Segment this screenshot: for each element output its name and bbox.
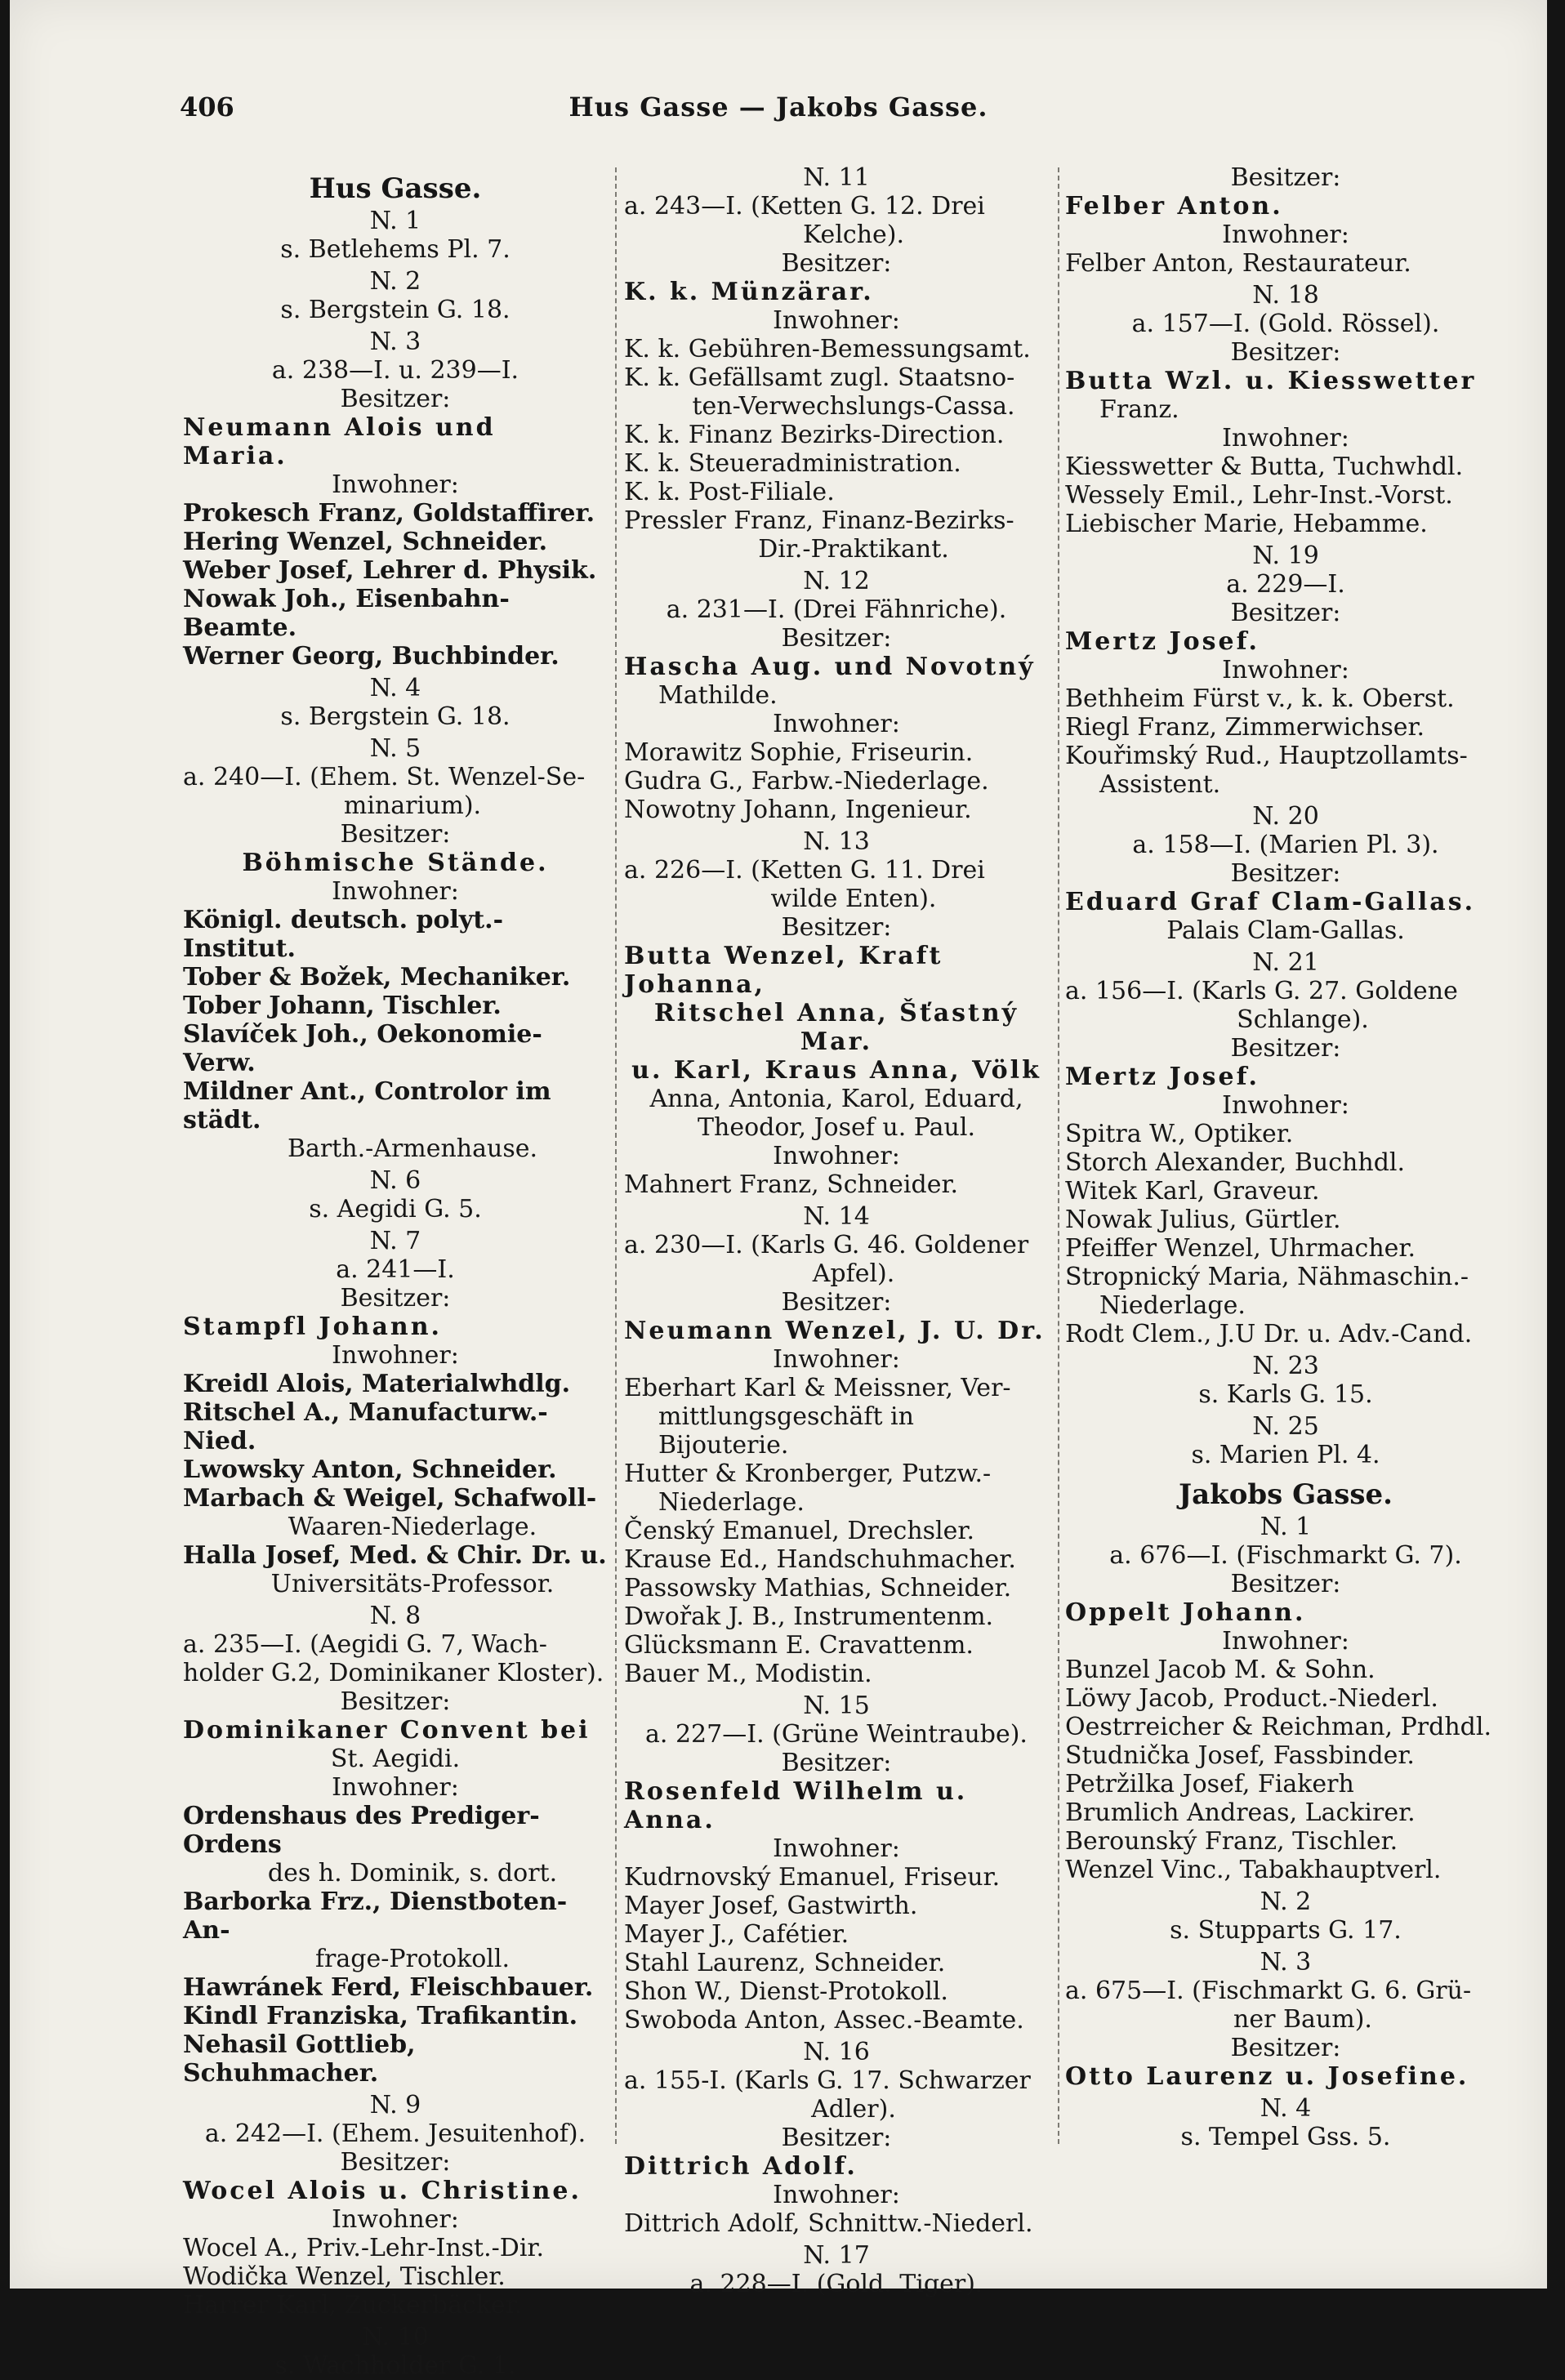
- directory-line: Tober & Božek, Mechaniker.: [183, 963, 571, 992]
- directory-line: K. k. Steueradministration.: [624, 449, 961, 478]
- house-number: N. 11: [803, 163, 870, 192]
- directory-line: a. 242—I. (Ehem. Jesuitenhof).: [204, 2119, 586, 2148]
- directory-line: Besitzer:: [1230, 338, 1341, 367]
- directory-line: Dominikaner Convent bei: [183, 1716, 591, 1745]
- directory-line: Barth.-Armenhause.: [287, 1134, 538, 1163]
- house-number: N. 13: [803, 827, 870, 856]
- directory-line: Böhmische Stände.: [242, 849, 549, 877]
- house-number: N. 1: [369, 207, 421, 235]
- directory-line: Besitzer:: [1230, 599, 1341, 627]
- directory-line: Wenzel Vinc., Tabakhauptverl.: [1065, 1856, 1442, 1884]
- directory-line: Eberhart Karl & Meissner, Ver-: [624, 1374, 1011, 1402]
- house-number: N. 4: [1260, 2094, 1312, 2123]
- directory-line: Besitzer:: [1230, 1570, 1341, 1598]
- directory-line: Pressler Franz, Finanz-Bezirks-: [624, 506, 1014, 535]
- house-number: N. 15: [803, 1691, 870, 1720]
- directory-line: a. 231—I. (Drei Fähnriche).: [666, 595, 1007, 624]
- directory-line: Kreidl Alois, Materialwhdlg.: [183, 1370, 571, 1398]
- column-2: [624, 163, 1049, 2298]
- directory-line: Neumann Wenzel, J. U. Dr.: [624, 1317, 1046, 1345]
- directory-line: Besitzer:: [340, 820, 451, 849]
- directory-line: a. 243—I. (Ketten G. 12. Drei: [624, 192, 985, 221]
- directory-line: Inwohner:: [332, 2205, 459, 2234]
- directory-line: Wessely Emil., Lehr-Inst.-Vorst.: [1065, 481, 1453, 510]
- column-divider: [1058, 167, 1059, 2144]
- directory-line: Swoboda Anton, Assec.-Beamte.: [624, 2006, 1024, 2035]
- directory-line: Inwohner:: [773, 2181, 900, 2209]
- directory-line: Dwořak J. B., Instrumentenm.: [624, 1602, 994, 1631]
- house-number: N. 9: [369, 2091, 421, 2119]
- directory-line: Besitzer:: [1230, 1034, 1341, 1063]
- directory-line: Eduard Graf Clam-Gallas.: [1065, 888, 1476, 916]
- directory-line: Kelche).: [802, 221, 905, 249]
- house-number: N. 5: [369, 734, 421, 763]
- house-number: N. 14: [803, 1202, 870, 1231]
- directory-line: des h. Dominik, s. dort.: [267, 1859, 558, 1888]
- directory-line: Adler).: [811, 2095, 896, 2124]
- directory-line: Inwohner:: [773, 710, 900, 738]
- directory-line: Stampfl Johann.: [183, 1313, 442, 1341]
- directory-line: Inwohner:: [773, 306, 900, 335]
- directory-line: a. 238—I. u. 239—I.: [271, 356, 519, 385]
- directory-line: a. 230—I. (Karls G. 46. Goldener: [624, 1231, 1029, 1259]
- directory-line: Besitzer:: [340, 2148, 451, 2177]
- directory-line: a. 235—I. (Aegidi G. 7, Wach-: [183, 1630, 547, 1659]
- house-number: N. 16: [803, 2038, 870, 2066]
- directory-line: Gudra G., Farbw.-Niederlage.: [624, 767, 989, 796]
- house-number: N. 3: [369, 328, 421, 356]
- directory-line: Palais Clam-Gallas.: [1166, 916, 1405, 945]
- directory-line: Mertz Josef.: [1065, 627, 1260, 656]
- directory-line: Neumann Alois und Maria.: [183, 413, 496, 470]
- directory-line: s. Wachholder G. 1.: [274, 2351, 516, 2380]
- house-number: N. 4: [369, 674, 421, 702]
- directory-line: Stahl Laurenz, Schneider.: [624, 1949, 946, 1977]
- directory-line: Barborka Frz., Dienstboten-An-: [183, 1888, 568, 1945]
- directory-line: Wodička Wenzel, Tischler.: [183, 2262, 506, 2291]
- directory-line: Rodt Clem., J.U Dr. u. Adv.-Cand.: [1065, 1320, 1473, 1348]
- running-head: Hus Gasse — Jakobs Gasse.: [568, 91, 988, 123]
- directory-line: Bauer M., Modistin.: [624, 1660, 872, 1688]
- directory-line: Kouřimský Rud., Hauptzollamts-: [1065, 742, 1468, 770]
- directory-line: Oppelt Johann.: [1065, 1598, 1306, 1627]
- directory-line: Theodor, Josef u. Paul.: [698, 1113, 975, 1142]
- directory-line: Anna, Antonia, Karol, Eduard,: [649, 1085, 1023, 1113]
- directory-line: Ordenshaus des Prediger-Ordens: [183, 1802, 540, 1859]
- directory-line: s. Aegidi G. 5.: [309, 1195, 482, 1223]
- directory-line: a. 675—I. (Fischmarkt G. 6. Grü-: [1065, 1977, 1472, 2005]
- directory-line: ten-Verwechslungs-Cassa.: [692, 392, 1015, 421]
- house-number: N. 3: [1260, 1948, 1312, 1977]
- directory-line: Nowak Julius, Gürtler.: [1065, 1206, 1341, 1234]
- directory-line: Kiesswetter & Butta, Tuchwhdl.: [1065, 452, 1464, 481]
- directory-line: Nehasil Gottlieb, Schuhmacher.: [183, 2030, 416, 2088]
- street-heading: Jakobs Gasse.: [1179, 1478, 1393, 1511]
- directory-line: s. Karls G. 15.: [1198, 1380, 1373, 1409]
- directory-line: Besitzer:: [781, 1749, 892, 1777]
- directory-line: Felber Anton, Restaurateur.: [1065, 249, 1411, 278]
- directory-line: Krause Ed., Handschuhmacher.: [624, 1545, 1016, 1574]
- directory-line: Petržilka Josef, Fiakerh: [1065, 1770, 1354, 1798]
- directory-line: Besitzer:: [1230, 163, 1341, 192]
- house-number: N. 21: [1252, 948, 1319, 977]
- directory-line: Rosenfeld Wilhelm u. Anna.: [624, 1777, 968, 1834]
- directory-line: Waaren-Niederlage.: [288, 1513, 537, 1541]
- directory-line: Prokesch Franz, Goldstaffirer.: [183, 499, 595, 528]
- directory-line: Pfeiffer Wenzel, Uhrmacher.: [1065, 1234, 1416, 1263]
- directory-line: Kindl Franziska, Trafikantin.: [183, 2002, 578, 2030]
- directory-line: Inwohner:: [1222, 221, 1349, 249]
- house-number: N. 17: [803, 2241, 870, 2270]
- house-number: N. 2: [1260, 1888, 1312, 1916]
- directory-line: Mayer J., Cafétier.: [624, 1920, 849, 1949]
- directory-line: Besitzer:: [781, 2124, 892, 2152]
- directory-line: s. Bergstein G. 18.: [280, 296, 511, 324]
- directory-line: s. Stupparts G. 17.: [1170, 1916, 1402, 1945]
- directory-line: Brumlich Andreas, Lackirer.: [1065, 1798, 1416, 1827]
- directory-line: Königl. deutsch. polyt.-Institut.: [183, 906, 504, 963]
- directory-line: Niederlage.: [1099, 1291, 1246, 1320]
- directory-line: Hascha Aug. und Novotný: [624, 653, 1036, 681]
- directory-line: St. Aegidi.: [330, 1745, 461, 1773]
- directory-line: a. 155-I. (Karls G. 17. Schwarzer: [624, 2066, 1031, 2095]
- house-number: N. 25: [1252, 1412, 1319, 1441]
- directory-line: Dittrich Adolf, Schnittw.-Niederl.: [624, 2209, 1033, 2238]
- directory-line: Bunzel Jacob M. & Sohn.: [1065, 1656, 1376, 1684]
- directory-line: Butta Wzl. u. Kiesswetter: [1065, 367, 1477, 395]
- house-number: N. 19: [1252, 542, 1319, 570]
- directory-line: holder G.2, Dominikaner Kloster).: [183, 1659, 604, 1687]
- directory-line: K. k. Gefällsamt zugl. Staatsno-: [624, 363, 1015, 392]
- house-number: N. 20: [1252, 802, 1319, 831]
- directory-line: a. 158—I. (Marien Pl. 3).: [1132, 831, 1439, 859]
- directory-line: a. 228—I. (Gold. Tiger).: [689, 2270, 983, 2298]
- directory-line: ner Baum).: [1233, 2005, 1372, 2034]
- directory-line: a. 240—I. (Ehem. St. Wenzel-Se-: [183, 763, 586, 791]
- directory-line: Mertz Josef.: [1065, 1063, 1260, 1091]
- directory-line: Mayer Josef, Gastwirth.: [624, 1892, 918, 1920]
- directory-line: wilde Enten).: [770, 885, 937, 913]
- house-number: N. 7: [369, 1227, 421, 1255]
- directory-line: Otto Laurenz u. Josefine.: [1065, 2062, 1469, 2091]
- directory-line: Inwohner:: [332, 470, 459, 499]
- directory-line: a. 676—I. (Fischmarkt G. 7).: [1109, 1541, 1462, 1570]
- directory-line: Besitzer:: [1230, 2034, 1341, 2062]
- directory-line: Besitzer:: [781, 624, 892, 653]
- directory-line: Studnička Josef, Fassbinder.: [1065, 1741, 1415, 1770]
- directory-line: Inwohner:: [1222, 1091, 1349, 1120]
- directory-line: Wocel Alois u. Christine.: [183, 2177, 582, 2205]
- directory-line: a. 156—I. (Karls G. 27. Goldene: [1065, 977, 1458, 1005]
- directory-line: Assistent.: [1099, 770, 1221, 799]
- directory-line: a. 241—I.: [336, 1255, 455, 1284]
- directory-line: Hutter & Kronberger, Putzw.-: [624, 1460, 992, 1488]
- house-number: N. 18: [1252, 281, 1319, 310]
- street-heading: Hus Gasse.: [309, 172, 482, 205]
- directory-line: K. k. Finanz Bezirks-Direction.: [624, 421, 1005, 449]
- directory-line: Lwowsky Anton, Schneider.: [183, 1455, 557, 1484]
- directory-line: a. 229—I.: [1226, 570, 1345, 599]
- directory-line: K. k. Gebühren-Bemessungsamt.: [624, 335, 1031, 363]
- directory-line: Inwohner:: [1222, 424, 1349, 452]
- directory-line: Besitzer:: [340, 1687, 451, 1716]
- directory-line: s. Marien Pl. 4.: [1191, 1441, 1380, 1469]
- directory-line: Berounský Franz, Tischler.: [1065, 1827, 1398, 1856]
- directory-line: Löwy Jacob, Product.-Niederl.: [1065, 1684, 1438, 1713]
- directory-line: K. k. Münzärar.: [624, 278, 874, 306]
- directory-line: Kudrnovský Emanuel, Friseur.: [624, 1863, 1001, 1892]
- house-number: N. 2: [369, 267, 421, 296]
- directory-line: Liebischer Marie, Hebamme.: [1065, 510, 1428, 538]
- directory-line: Inwohner:: [773, 1345, 900, 1374]
- directory-line: Witek Karl, Graveur.: [1065, 1177, 1320, 1206]
- directory-line: K. k. Post-Filiale.: [624, 478, 835, 506]
- directory-line: Besitzer:: [781, 1288, 892, 1317]
- directory-line: Čenský Emanuel, Drechsler.: [624, 1517, 974, 1545]
- directory-line: Niederlage.: [658, 1488, 805, 1517]
- column-divider: [615, 167, 617, 2144]
- house-number: N. 6: [369, 1166, 421, 1195]
- directory-line: Hering Wenzel, Schneider.: [183, 528, 548, 556]
- directory-line: Franz.: [1099, 395, 1179, 424]
- directory-line: Universitäts-Professor.: [270, 1570, 555, 1598]
- directory-line: Ritschel A., Manufacturw.-Nied.: [183, 1398, 548, 1455]
- directory-line: Besitzer:: [781, 249, 892, 278]
- directory-line: Passowsky Mathias, Schneider.: [624, 1574, 1012, 1602]
- directory-line: s. Tempel Gss. 5.: [1180, 2123, 1391, 2151]
- directory-line: a. 157—I. (Gold. Rössel).: [1131, 310, 1440, 338]
- directory-line: Storch Alexander, Buchhdl.: [1065, 1148, 1406, 1177]
- directory-line: Inwohner:: [773, 1142, 900, 1170]
- directory-line: Stropnický Maria, Nähmaschin.-: [1065, 1263, 1469, 1291]
- directory-line: Besitzer:: [340, 385, 451, 413]
- directory-line: Inwohner:: [332, 1773, 459, 1802]
- directory-line: u. Karl, Kraus Anna, Völk: [631, 1056, 1041, 1085]
- directory-line: Marbach & Weigel, Schafwoll-: [183, 1484, 597, 1513]
- directory-line: Besitzer:: [781, 913, 892, 942]
- directory-line: minarium).: [343, 791, 482, 820]
- directory-line: Mahnert Franz, Schneider.: [624, 1170, 959, 1199]
- directory-line: Oestrreicher & Reichman, Prdhdl.: [1065, 1713, 1491, 1741]
- directory-line: mittlungsgeschäft in Bijouterie.: [658, 1402, 914, 1460]
- directory-line: Bethheim Fürst v., k. k. Oberst.: [1065, 684, 1455, 713]
- directory-line: a. 226—I. (Ketten G. 11. Drei: [624, 856, 985, 885]
- directory-line: Weber Josef, Lehrer d. Physik.: [183, 556, 597, 585]
- directory-line: Inwohner:: [332, 877, 459, 906]
- directory-line: Butta Wenzel, Kraft Johanna,: [624, 942, 943, 999]
- house-number: N. 1: [1260, 1513, 1312, 1541]
- column-3: [1065, 163, 1506, 2151]
- directory-line: Besitzer:: [1230, 859, 1341, 888]
- book-page: [10, 0, 1547, 2380]
- directory-line: Inwohner:: [1222, 1627, 1349, 1656]
- directory-line: Ritschel Anna, Šťastný Mar.: [653, 999, 1019, 1056]
- directory-line: s. Bergstein G. 18.: [280, 702, 511, 731]
- directory-line: Dir.-Praktikant.: [758, 535, 949, 564]
- directory-line: Hawránek Ferd, Fleischbauer.: [183, 1973, 594, 2002]
- directory-line: Morawitz Sophie, Friseurin.: [624, 738, 974, 767]
- directory-line: Apfel).: [812, 1259, 895, 1288]
- directory-line: Werner Georg, Buchbinder.: [183, 642, 560, 671]
- directory-line: Schlange).: [1237, 1005, 1369, 1034]
- house-number: N. 8: [369, 1602, 421, 1630]
- directory-line: Riegl Franz, Zimmerwichser.: [1065, 713, 1425, 742]
- directory-line: s. Betlehems Pl. 7.: [280, 235, 511, 264]
- directory-line: Besitzer:: [340, 1284, 451, 1313]
- directory-line: Inwohner:: [1222, 656, 1349, 684]
- directory-line: Wocel A., Priv.-Lehr-Inst.-Dir.: [183, 2234, 545, 2262]
- page-number: 406: [180, 91, 234, 123]
- directory-line: Mildner Ant., Controlor im städt.: [183, 1077, 551, 1134]
- column-1: [183, 163, 608, 2380]
- house-number: N. 12: [803, 567, 870, 595]
- directory-line: Nowak Joh., Eisenbahn-Beamte.: [183, 585, 510, 642]
- directory-line: frage-Protokoll.: [314, 1945, 511, 1973]
- directory-line: Inwohner:: [332, 1341, 459, 1370]
- directory-line: Glücksmann E. Cravattenm.: [624, 1631, 974, 1660]
- house-number: N. 23: [1252, 1352, 1319, 1380]
- directory-line: Felber Anton.: [1065, 192, 1283, 221]
- directory-line: Tober Johann, Tischler.: [183, 992, 502, 1020]
- directory-line: a. 227—I. (Grüne Weintraube).: [645, 1720, 1028, 1749]
- house-number: N. 10: [362, 2323, 429, 2351]
- directory-line: Dittrich Adolf.: [624, 2152, 858, 2181]
- directory-line: Slavíček Joh., Oekonomie-Verw.: [183, 1020, 542, 1077]
- directory-line: Shon W., Dienst-Protokoll.: [624, 1977, 948, 2006]
- directory-line: Spitra W., Optiker.: [1065, 1120, 1294, 1148]
- directory-line: Inwohner:: [773, 1834, 900, 1863]
- directory-line: Harrer Karl, Zuckerbäcker.: [183, 2291, 523, 2320]
- directory-line: Nowotny Johann, Ingenieur.: [624, 796, 972, 824]
- directory-line: Mathilde.: [658, 681, 778, 710]
- directory-line: Halla Josef, Med. & Chir. Dr. u.: [183, 1541, 607, 1570]
